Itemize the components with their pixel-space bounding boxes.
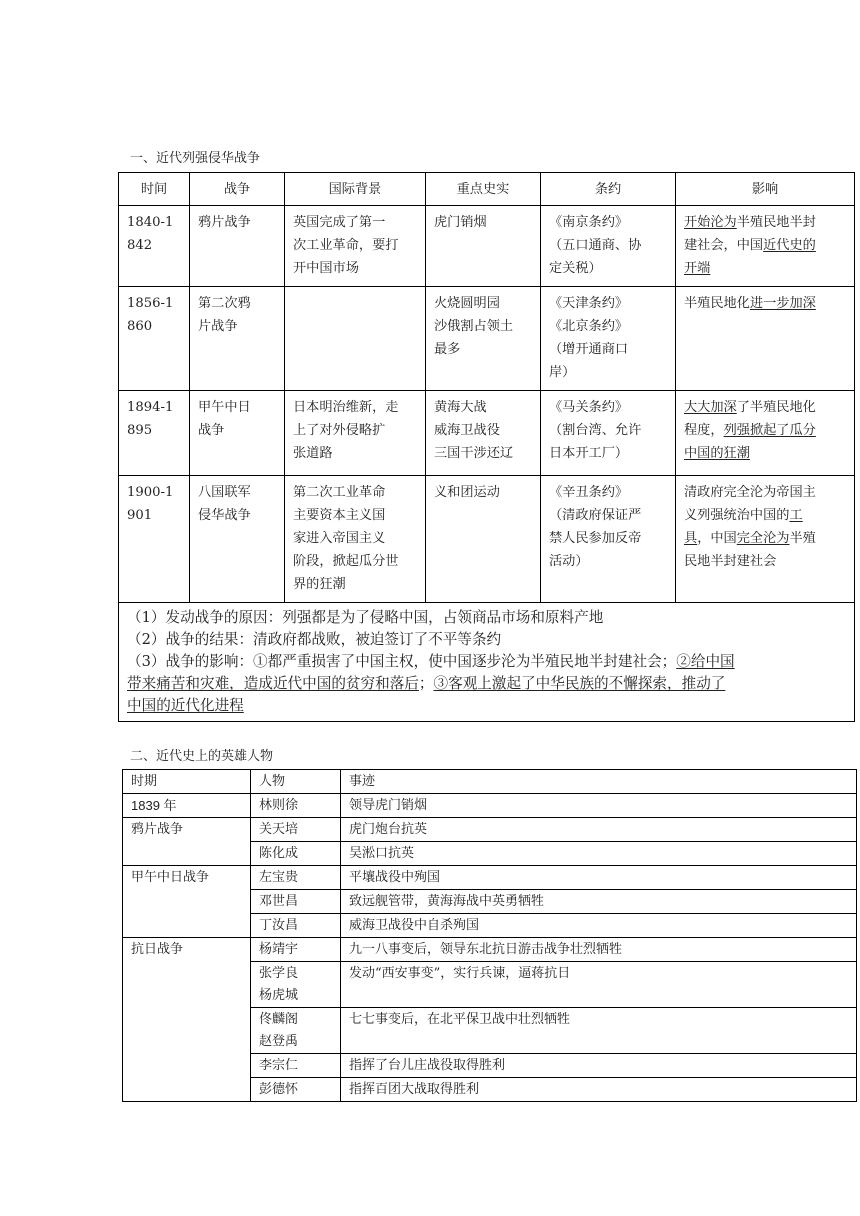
heroes-table-header [123, 770, 857, 794]
cell-line: 张道路 [293, 446, 333, 461]
cell-line: 李宗仁 [259, 1058, 299, 1073]
cell-line: 1840-1 [127, 215, 174, 230]
cell-line: 最多 [434, 342, 461, 357]
cell-line: 895 [127, 423, 153, 438]
background-cell [285, 287, 426, 391]
person-cell [251, 794, 341, 818]
cell-line [684, 504, 846, 527]
header-cell: 时期 [123, 770, 251, 794]
cell-line: 陈化成 [259, 846, 299, 861]
cell-line: （割台湾、允许 [549, 423, 642, 438]
facts-cell [426, 476, 541, 603]
underlined-text: 完全沦为 [736, 531, 790, 546]
header-cell: 国际背景 [285, 173, 426, 206]
background-cell [285, 206, 426, 287]
cell-line: 邓世昌 [259, 894, 299, 909]
cell-line: 鸦片战争 [198, 215, 251, 230]
person-cell [251, 866, 341, 890]
person-cell [251, 818, 341, 842]
cell-line [684, 550, 846, 573]
cell-line: 左宝贵 [259, 870, 299, 885]
text-segment: ，中国 [697, 531, 737, 546]
section-2-title: 二、近代史上的英雄人物 [130, 749, 274, 764]
cell-line: 第二次鸦 [198, 296, 251, 311]
cell-line: 战争 [198, 423, 225, 438]
underlined-text: 大大加深 [684, 400, 737, 415]
cell-line [684, 211, 846, 234]
deed-cell: 九一八事变后，领导东北抗日游击战争壮烈牺牲 [341, 938, 857, 962]
cell-line: 主要资本主义国 [293, 508, 386, 523]
cell-line: 禁人民参加反帝 [549, 531, 642, 546]
cell-line [684, 481, 846, 504]
time-cell [119, 391, 190, 476]
war-row [119, 391, 855, 476]
period-cell: 抗日战争 [123, 938, 251, 1102]
cell-line: 次工业革命，要打 [293, 238, 399, 253]
cell-line [684, 527, 846, 550]
header-cell: 人物 [251, 770, 341, 794]
cell-line: 842 [127, 238, 153, 253]
war-row [119, 476, 855, 603]
header-cell: 重点史实 [426, 173, 541, 206]
person-cell [251, 1008, 341, 1054]
underlined-text: ③客观上激起了中华民族的不懈探索，推动了 [433, 675, 726, 692]
text-segment: 半殖民地半封 [736, 215, 816, 230]
cell-line: 《天津条约》 [549, 296, 629, 311]
cell-line: 开中国市场 [293, 261, 359, 276]
wars-table-header [119, 173, 855, 206]
cell-line: 关天培 [259, 822, 299, 837]
cell-line: 日本开工厂） [549, 446, 629, 461]
impact-cell [676, 391, 855, 476]
cell-line: 《辛丑条约》 [549, 485, 629, 500]
cell-line: 860 [127, 319, 153, 334]
background-cell [285, 476, 426, 603]
cell-line [127, 629, 846, 651]
cell-line: 英国完成了第一 [293, 215, 386, 230]
text-segment: 了半殖民地化 [736, 400, 816, 415]
cell-line: 佟麟阁 [259, 1012, 299, 1027]
cell-line: 1856-1 [127, 296, 174, 311]
underlined-text: 开始沦为 [684, 215, 737, 230]
hero-row [123, 866, 857, 890]
underlined-text: 开端 [684, 261, 711, 276]
text-segment: （2）战争的结果：清政府都战败，被迫签订了不平等条约 [127, 631, 502, 648]
cell-line: 火烧圆明园 [434, 296, 500, 311]
cell-line [127, 607, 846, 629]
cell-line: 《马关条约》 [549, 400, 629, 415]
cell-line: 八国联军 [198, 485, 251, 500]
deed-cell: 七七事变后，在北平保卫战中壮烈牺牲 [341, 1008, 857, 1054]
cell-line: 定关税） [549, 261, 602, 276]
cell-line: 丁汝昌 [259, 918, 299, 933]
deed-cell: 虎门炮台抗英 [341, 818, 857, 842]
facts-cell [426, 391, 541, 476]
deed-cell: 致远舰管带，黄海海战中英勇牺牲 [341, 890, 857, 914]
facts-cell [426, 206, 541, 287]
person-cell [251, 842, 341, 866]
header-cell: 时间 [119, 173, 190, 206]
cell-line [127, 673, 846, 695]
person-cell [251, 938, 341, 962]
time-cell [119, 476, 190, 603]
cell-line: 杨靖宇 [259, 942, 299, 957]
cell-line: 赵登禹 [259, 1034, 299, 1049]
text-segment: 义列强统治中国的 [684, 508, 790, 523]
period-cell: 甲午中日战争 [123, 866, 251, 938]
cell-line [127, 695, 846, 717]
impact-cell [676, 287, 855, 391]
header-cell: 条约 [541, 173, 676, 206]
cell-line [127, 651, 846, 673]
deed-cell: 吴淞口抗英 [341, 842, 857, 866]
cell-line: 901 [127, 508, 153, 523]
person-cell [251, 914, 341, 938]
deed-cell: 发动“西安事变”，实行兵谏，逼蒋抗日 [341, 962, 857, 1008]
cell-line: 林则徐 [259, 798, 299, 813]
cell-line: 片战争 [198, 319, 238, 334]
underlined-text: 工 [789, 508, 803, 523]
hero-row [123, 938, 857, 962]
person-cell [251, 962, 341, 1008]
cell-line: 第二次工业革命 [293, 485, 386, 500]
deed-cell: 领导虎门销烟 [341, 794, 857, 818]
cell-line: 阶段，掀起瓜分世 [293, 554, 399, 569]
cell-line: 威海卫战役 [434, 423, 500, 438]
underlined-text: 进一步加深 [749, 296, 816, 311]
header-cell: 战争 [190, 173, 285, 206]
text-segment: 清政府完全沦为帝国主 [684, 485, 816, 500]
war-cell [190, 476, 285, 603]
deed-cell: 平壤战役中殉国 [341, 866, 857, 890]
war-cell [190, 287, 285, 391]
deed-cell: 威海卫战役中自杀殉国 [341, 914, 857, 938]
cell-line: 杨虎城 [259, 988, 299, 1003]
person-cell [251, 1078, 341, 1102]
war-cell [190, 391, 285, 476]
cell-line: 沙俄割占领土 [434, 319, 514, 334]
cell-line: （增开通商口 [549, 342, 629, 357]
text-segment: 半殖民地化 [684, 296, 750, 311]
underlined-text: 中国的狂潮 [684, 446, 750, 461]
heroes-table [122, 769, 857, 1102]
cell-line: 上了对外侵略扩 [293, 423, 386, 438]
impact-cell [676, 206, 855, 287]
wars-table [118, 172, 855, 722]
cell-line: 1894-1 [127, 400, 174, 415]
cell-line: 黄海大战 [434, 400, 487, 415]
cell-line: 《南京条约》 [549, 215, 629, 230]
cell-line [684, 396, 846, 419]
background-cell [285, 391, 426, 476]
war-cell [190, 206, 285, 287]
impact-cell [676, 476, 855, 603]
person-cell [251, 1054, 341, 1078]
time-cell [119, 206, 190, 287]
hero-row [123, 794, 857, 818]
treaty-cell [541, 287, 676, 391]
cell-line: 甲午中日 [198, 400, 251, 415]
cell-line [684, 234, 846, 257]
war-row [119, 287, 855, 391]
underlined-text: 中国的近代化进程 [127, 697, 244, 714]
cell-line: 1900-1 [127, 485, 174, 500]
underlined-text: 具 [684, 531, 698, 546]
header-cell: 影响 [676, 173, 855, 206]
summary-notes [119, 603, 855, 722]
treaty-cell [541, 391, 676, 476]
underlined-text: 带来痛苦和灾难，造成近代中国的贫穷和落后 [127, 675, 419, 692]
time-cell [119, 287, 190, 391]
cell-line: 侵华战争 [198, 508, 251, 523]
summary-row [119, 603, 855, 722]
cell-line: 义和团运动 [434, 485, 500, 500]
section-1-title: 一、近代列强侵华战争 [130, 151, 261, 166]
cell-line [684, 257, 846, 280]
text-segment: 程度， [684, 423, 724, 438]
cell-line: （清政府保证严 [549, 508, 642, 523]
text-segment: （3）战争的影响：①都严重损害了中国主权，使中国逐步沦为半殖民地半封建社会； [127, 653, 677, 670]
underlined-text: ②给中国 [676, 653, 735, 670]
facts-cell [426, 287, 541, 391]
cell-line: 《北京条约》 [549, 319, 629, 334]
treaty-cell [541, 476, 676, 603]
cell-line: 三国干涉还辽 [434, 446, 514, 461]
deed-cell: 指挥百团大战取得胜利 [341, 1078, 857, 1102]
text-segment: ； [418, 675, 434, 692]
cell-line: （五口通商、协 [549, 238, 642, 253]
cell-line: 界的狂潮 [293, 577, 346, 592]
cell-line: 日本明治维新，走 [293, 400, 399, 415]
cell-line: 彭德怀 [259, 1082, 299, 1097]
text-segment: 建社会，中国 [684, 238, 764, 253]
person-cell [251, 890, 341, 914]
war-row [119, 206, 855, 287]
underlined-text: 列强掀起了瓜分 [723, 423, 816, 438]
period-cell: 1839 年 [123, 794, 251, 818]
text-segment: （1）发动战争的原因：列强都是为了侵略中国，占领商品市场和原料产地 [127, 609, 604, 626]
hero-row [123, 818, 857, 842]
cell-line [684, 292, 846, 315]
cell-line: 虎门销烟 [434, 215, 487, 230]
treaty-cell [541, 206, 676, 287]
cell-line: 活动） [549, 554, 589, 569]
cell-line: 家进入帝国主义 [293, 531, 386, 546]
cell-line: 岸） [549, 365, 576, 380]
text-segment: 民地半封建社会 [684, 554, 777, 569]
period-cell: 鸦片战争 [123, 818, 251, 866]
cell-line: 张学良 [259, 966, 299, 981]
header-cell: 事迹 [341, 770, 857, 794]
cell-line [684, 419, 846, 442]
text-segment: 半殖 [789, 531, 816, 546]
deed-cell: 指挥了台儿庄战役取得胜利 [341, 1054, 857, 1078]
underlined-text: 近代史的 [763, 238, 816, 253]
cell-line [684, 442, 846, 465]
